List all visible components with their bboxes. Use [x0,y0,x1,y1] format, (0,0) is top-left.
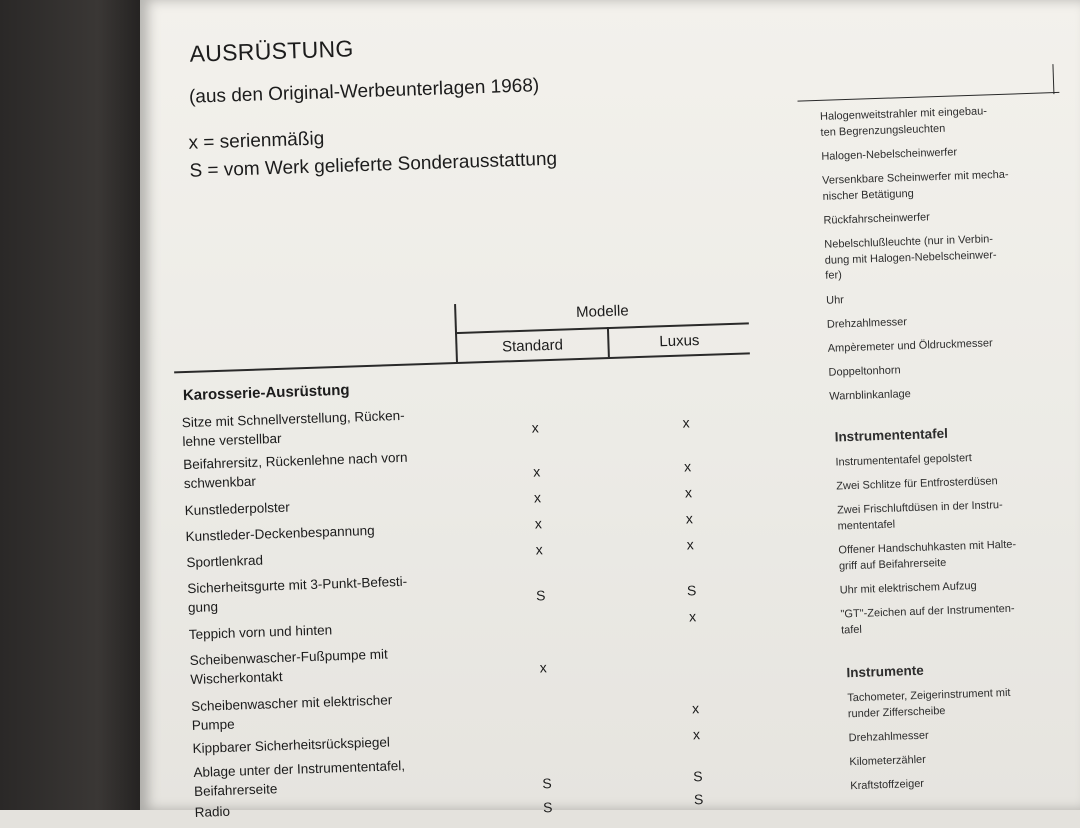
row-label: Ablage unter der Instrumententafel, Beifahrerseite [193,757,406,799]
row-label: Beifahrersitz, Rückenlehne nach vorn schwenkbar [182,449,408,492]
page-title: AUSRÜSTUNG [189,35,354,67]
mark-standard: x [533,489,542,506]
right-item: Uhr mit elektrischem Aufzug [839,579,977,597]
right-item: Instrumententafel gepolstert [835,452,973,469]
mark-luxus: S [686,582,697,599]
page-subtitle: (aus den Original-Werbeunterlagen 1968) [188,75,540,108]
row-label: Sportlenkrad [186,552,264,571]
mark-standard [535,731,555,732]
column-group-header: Modelle [575,302,629,322]
mark-luxus: S [693,791,704,808]
right-item: Tachometer, Zeigerinstrument mit runder Zifferscheibe [847,686,1011,720]
row-label: Radio [194,803,231,820]
right-page-top-rule [797,92,1059,102]
mark-standard: x [532,463,541,480]
mark-standard: S [542,775,552,792]
right-item: Drehzahlmesser [848,729,929,745]
mark-standard [531,613,551,614]
right-item: Drehzahlmesser [826,316,908,331]
mark-standard: S [542,799,553,816]
mark-luxus: x [683,458,692,475]
column-header-luxus: Luxus [659,331,700,351]
mark-luxus: x [686,536,694,553]
right-item: Ampèremeter und Öldruckmesser [827,337,993,355]
right-item: Zwei Schlitze für Entfrosterdüsen [836,475,998,493]
legend-standard: x = serienmäßig [188,128,325,154]
right-item: Zwei Frischluftdüsen in der Instru- mententafel [836,499,1003,533]
row-label: Scheibenwascher-Fußpumpe mit Wischerkontakt [189,646,388,688]
mark-standard: S [535,587,546,604]
mark-luxus: x [685,510,694,527]
column-header-standard: Standard [501,336,564,356]
right-item: Halogen-Nebelscheinwerfer [821,146,958,163]
mark-standard [534,705,554,706]
mark-luxus: x [691,700,700,717]
row-label: Kunstleder-Deckenbespannung [185,522,375,545]
desk-background [0,0,140,810]
mark-standard: x [535,541,543,558]
right-item: Nebelschlußleuchte (nur in Verbin- dung mit Halogen-Nebelscheinwer- fer) [824,233,997,282]
legend-optional: S = vom Werk gelieferte Sonderausstattung [189,148,558,182]
right-item: Kraftstoffzeiger [850,777,925,793]
page-content [126,0,1080,826]
row-label: Sitze mit Schnellverstellung, Rücken- lehne verstellbar [181,407,405,450]
right-item: Rückfahrscheinwerfer [823,211,931,227]
right-item: Kilometerzähler [849,753,927,769]
right-item: "GT"-Zeichen auf der Instrumenten- tafel [840,602,1015,636]
row-label: Kippbarer Sicherheitsrückspiegel [192,734,391,757]
mark-luxus: x [682,414,690,431]
mark-luxus: S [692,768,703,785]
mark-luxus: x [692,726,701,743]
row-label: Kunstlederpolster [184,499,291,519]
mark-standard: x [531,419,539,436]
row-label: Sicherheitsgurte mit 3-Punkt-Befesti- gung [187,573,408,616]
right-heading-instrumente: Instrumente [846,662,924,681]
right-item: Offener Handschuhkasten mit Halte- griff auf Beifahrerseite [838,538,1017,572]
row-label: Scheibenwascher mit elektrischer Pumpe [191,692,393,734]
mark-standard: x [539,659,547,676]
mark-luxus: x [688,608,697,625]
section-heading: Karosserie-Ausrüstung [182,381,350,405]
right-item: Versenkbare Scheinwerfer mit mecha- nischer Betätigung [821,168,1009,203]
mark-luxus [684,654,704,655]
right-page-corner-rule [1052,64,1054,94]
right-item: Warnblinkanlage [829,388,912,403]
row-label: Teppich vorn und hinten [188,622,333,643]
mark-luxus: x [684,484,693,501]
right-item: Uhr [825,294,845,307]
right-item: Halogenweitstrahler mit eingebau- ten Begrenzungsleuchten [819,105,988,139]
right-heading-instrumententafel: Instrumententafel [834,425,949,445]
right-item: Doppeltonhorn [828,364,901,379]
mark-standard: x [534,515,543,532]
document-page [140,0,1080,820]
